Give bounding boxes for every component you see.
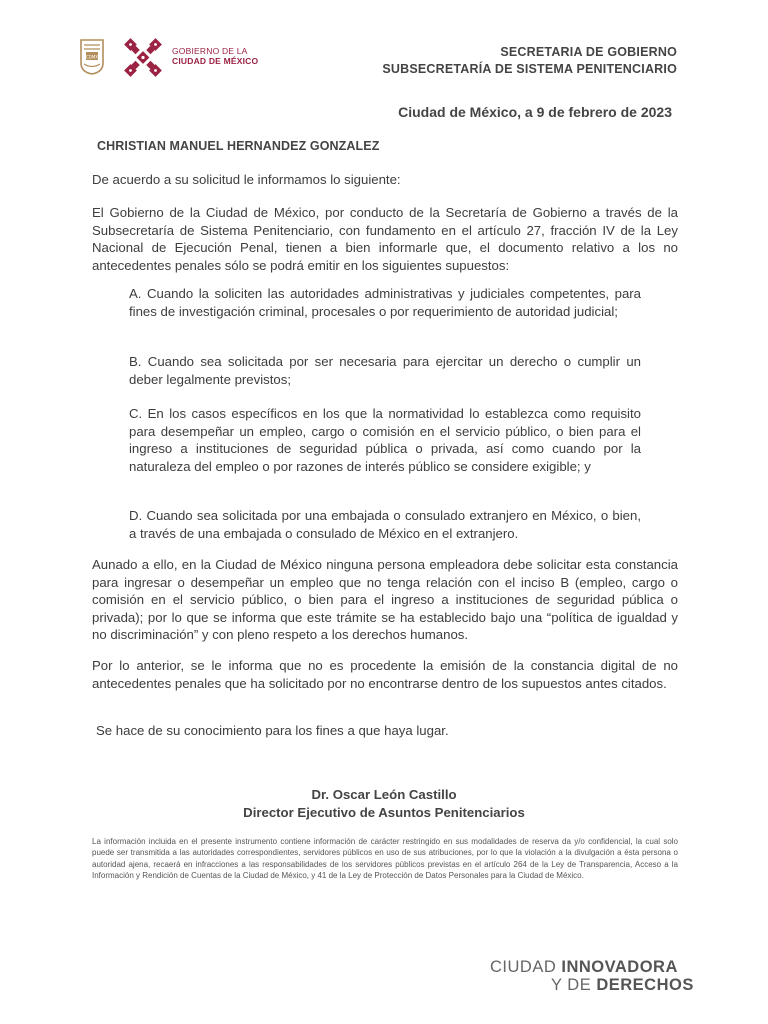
document-date: Ciudad de México, a 9 de febrero de 2023: [398, 104, 672, 120]
list-item-a: A. Cuando la soliciten las autoridades administrativas y judiciales competentes, para fines de investigación criminal, procesales o por requerimiento de autoridad judicial;: [129, 286, 641, 319]
recipient-name: CHRISTIAN MANUEL HERNANDEZ GONZALEZ: [97, 139, 380, 153]
signatory-name: Dr. Oscar León Castillo: [311, 787, 457, 802]
slogan-line1-bold: INNOVADORA: [561, 958, 678, 976]
institutional-slogan: [490, 958, 694, 994]
cdmx-x-logo: [123, 37, 163, 78]
closing-paragraph: Se hace de su conocimiento para los fines a que haya lugar.: [96, 723, 449, 738]
subdependency-name: SUBSECRETARÍA DE SISTEMA PENITENCIARIO: [382, 62, 677, 76]
list-item-b: B. Cuando sea solicitada por ser necesaria para ejercitar un derecho o cumplir un deber legalmente previstos;: [129, 354, 641, 387]
non-discrimination-paragraph: Aunado a ello, en la Ciudad de México ninguna persona empleadora debe solicitar esta constancia para ingresar o desempeñar un empleo que no tenga relación con el inciso B (empleo, cargo o comisión en el servicio público, o bien para el ingreso a instituciones de seguridad pública o privada); por lo que se informa que este trámite se ha establecido bajo una “política de igualdad y no discriminación” y con pleno respeto a los derechos humanos.: [92, 557, 678, 642]
slogan-line1-light: CIUDAD: [490, 958, 557, 976]
intro-paragraph: De acuerdo a su solicitud le informamos lo siguiente:: [92, 172, 401, 187]
slogan-line2-bold: DERECHOS: [596, 976, 694, 994]
cdmx-shield-logo: [80, 39, 104, 75]
government-name: [172, 46, 258, 66]
legal-basis-paragraph: El Gobierno de la Ciudad de México, por conducto de la Secretaría de Gobierno a través de la Subsecretaría de Sistema Penitenciario, con fundamento en el artículo 27, fracción IV de la Ley Nacional de Ejecución Penal, tienen a bien informarle que, el documento relativo a los no antecedentes penales sólo se podrá emitir en los siguientes supuestos:: [92, 205, 678, 273]
signatory-title: Director Ejecutivo de Asuntos Penitenciarios: [243, 805, 525, 820]
list-item-d: D. Cuando sea solicitada por una embajada o consulado extranjero en México, o bien, a través de una embajada o consulado de México en el extranjero.: [129, 508, 641, 541]
resolution-paragraph: Por lo anterior, se le informa que no es procedente la emisión de la constancia digital de no antecedentes penales que ha solicitado por no encontrarse dentro de los supuestos antes citados.: [92, 658, 678, 691]
signature-block: [0, 786, 768, 822]
shield-text: CDMX: [85, 54, 99, 60]
confidentiality-notice: La información incluida en el presente instrumento contiene información de carácter restringido en sus modalidades de reserva da y/o confidencial, la cual solo puede ser transmitida a las autoridades correspondientes, servidores públicos en uso de sus atribuciones, por lo que la violación a la divulgación a ésta persona o autoridad ajena, recaerá en infracciones a las responsabilidades de los servidores públicos previstas en el artículo 264 de la Ley de Transparencia, Acceso a la Información y Rendición de Cuentas de la Ciudad de México, y 41 de la Ley de Protección de Datos Personales para la Ciudad de México.: [92, 837, 678, 881]
government-name-line2: CIUDAD DE MÉXICO: [172, 56, 259, 66]
dependency-name: SECRETARIA DE GOBIERNO: [500, 45, 677, 59]
issuing-office: [382, 44, 677, 78]
government-name-line1: GOBIERNO DE LA: [172, 46, 248, 56]
slogan-line2-light: Y DE: [551, 976, 592, 994]
list-item-c: C. En los casos específicos en los que la normatividad lo establezca como requisito para desempeñar un empleo, cargo o comisión en el servicio público, o bien para el ingreso a instituciones de seguridad pública o privada, así como cuando por la naturaleza del empleo o por razones de interés público se considere exigible; y: [129, 406, 641, 474]
